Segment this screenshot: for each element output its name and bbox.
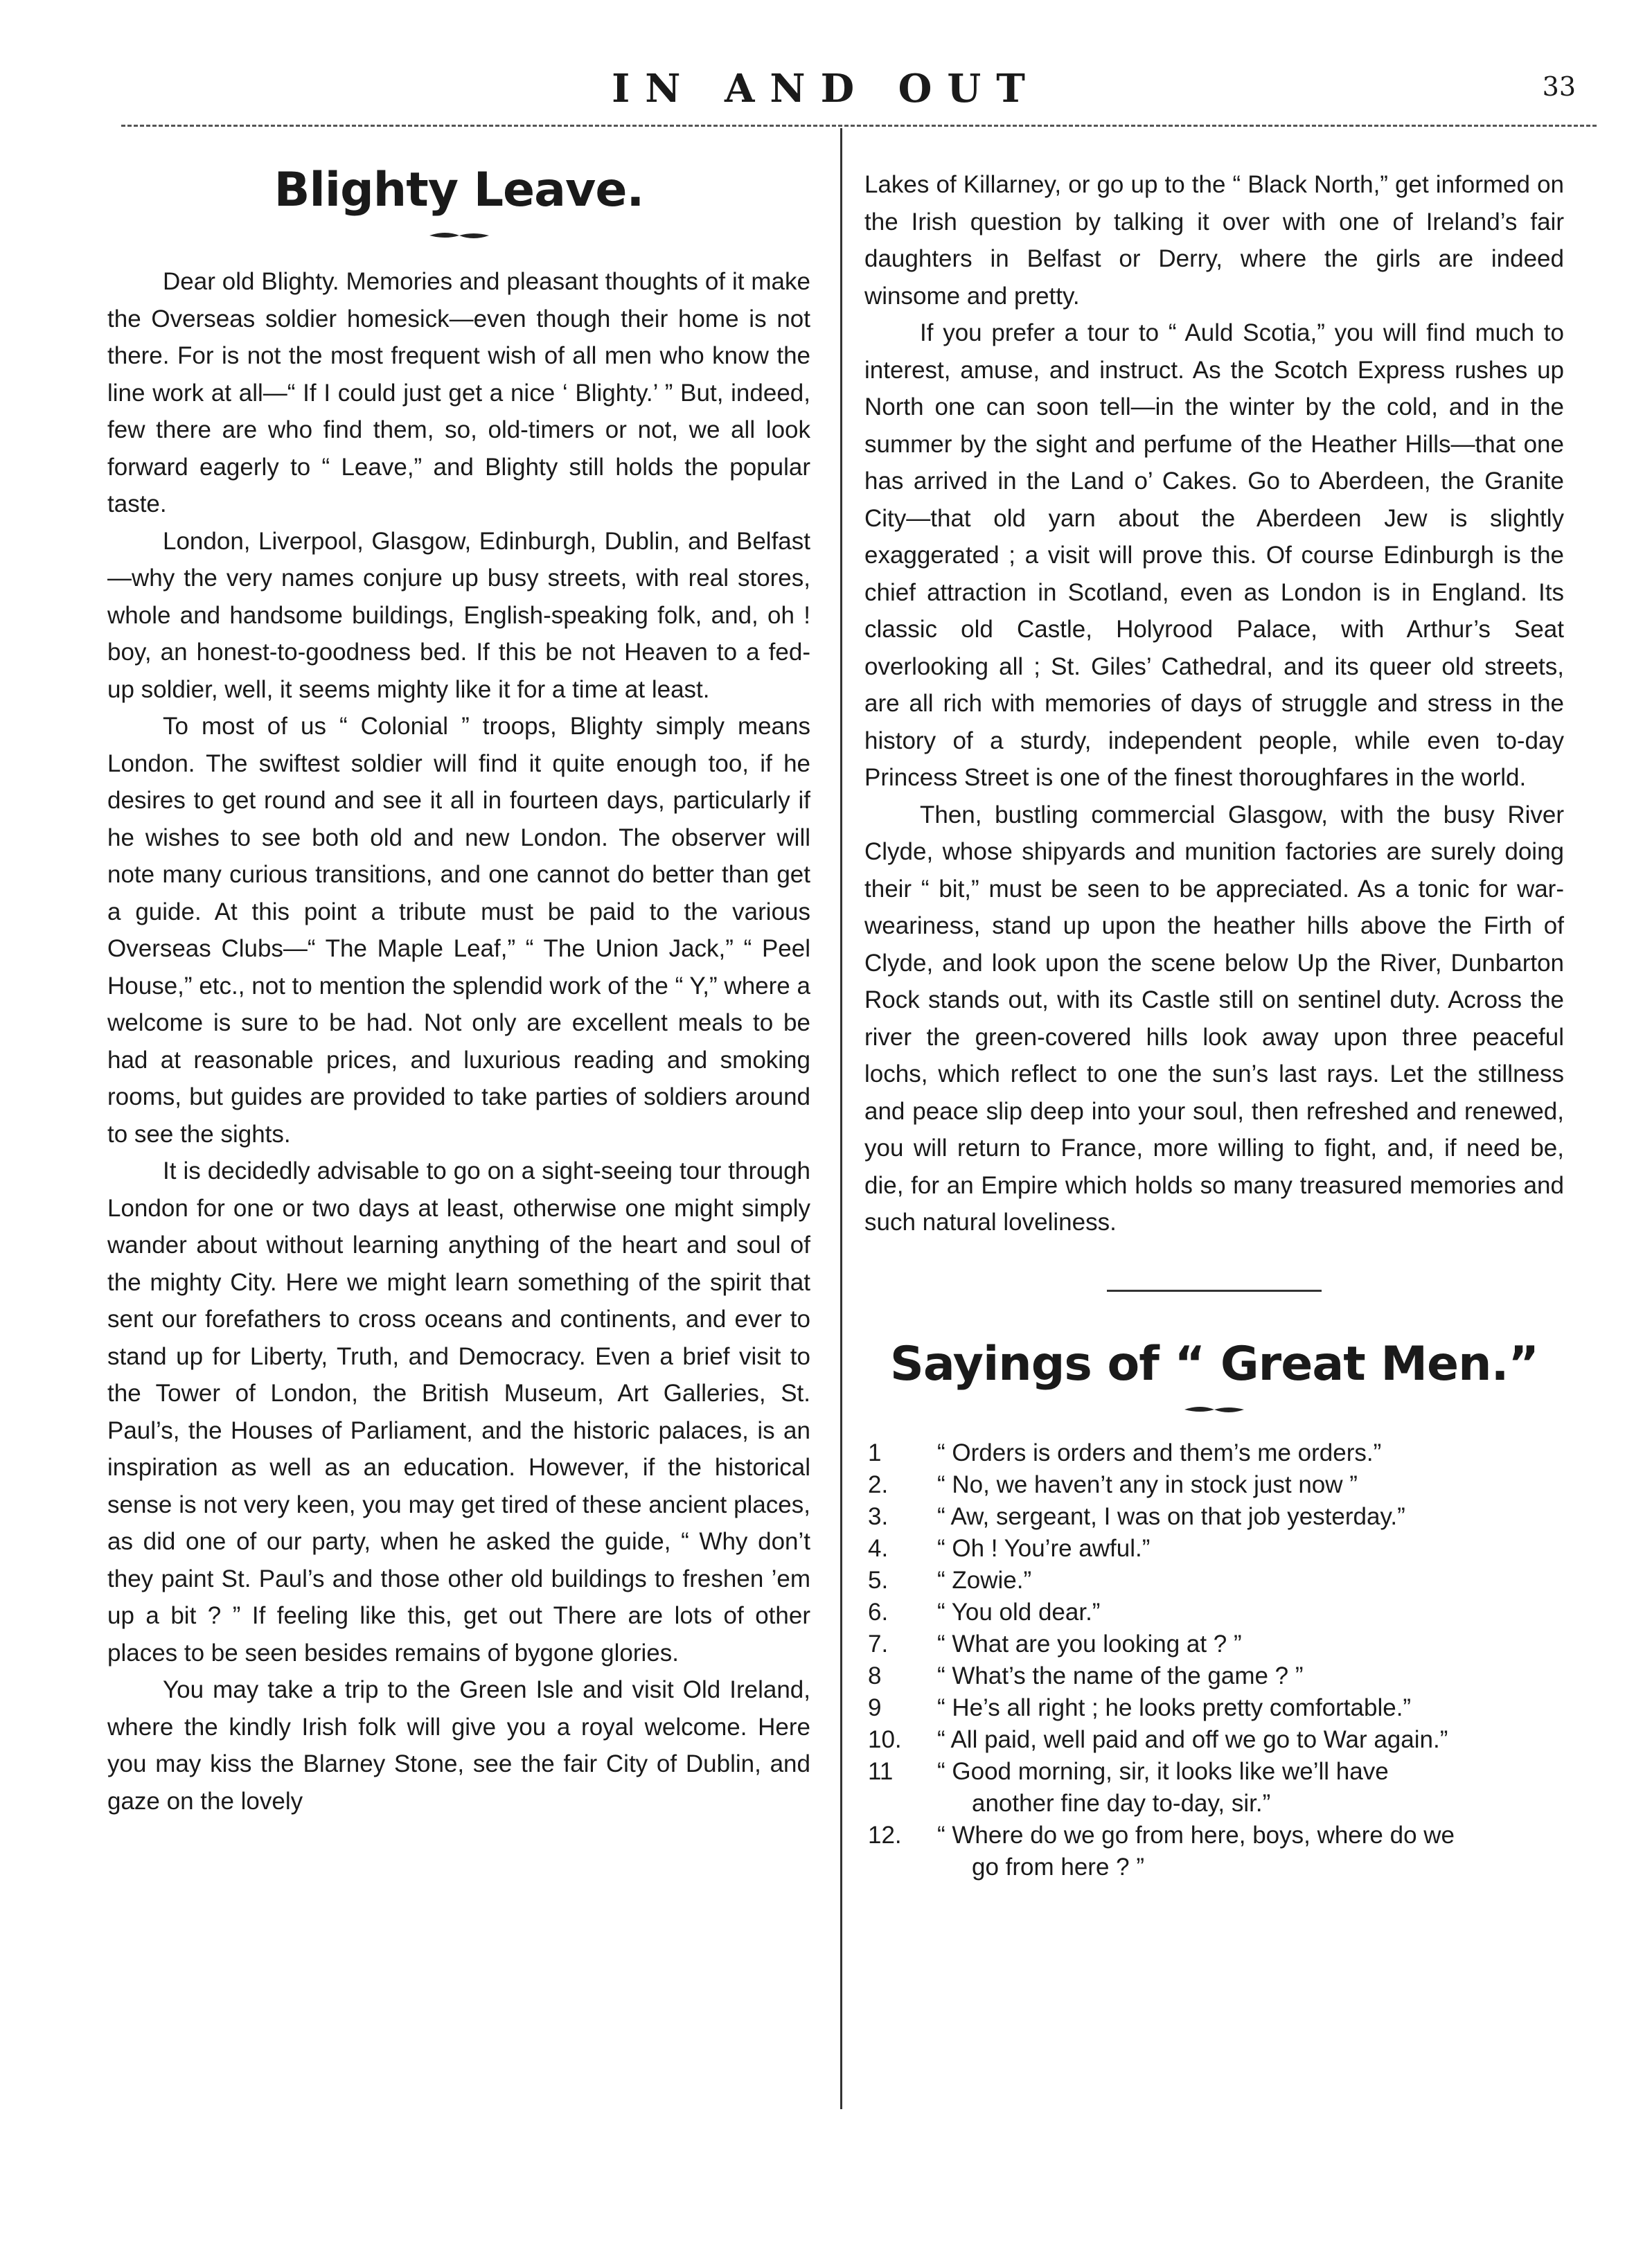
item-text: “ He’s all right ; he looks pretty comfortable.” (937, 1694, 1412, 1721)
list-item (864, 1692, 1564, 1724)
left-column (107, 159, 810, 1820)
list-item (864, 1628, 1564, 1660)
item-text: “ You old dear.” (937, 1598, 1101, 1626)
item-text: “ Where do we go from here, boys, where do we go from here ? ” (937, 1821, 1455, 1881)
item-text: “ Oh ! You’re awful.” (937, 1534, 1151, 1562)
item-text: “ Aw, sergeant, I was on that job yesterday.” (937, 1502, 1405, 1530)
article-body-continued (864, 166, 1564, 1241)
item-number: 10. (868, 1725, 902, 1753)
article-paragraph: If you prefer a tour to “ Auld Scotia,” you will find much to interest, amuse, and instruct. As the Scotch Express rushes up North one can soon tell—in the winter by the cold, and in the summer by the sight and perfume of the Heather Hills—that one has arrived in the Land o’ Cakes. Go to Aberdeen, the Granite City—that old yarn about the Aberdeen Jew is slightly exaggerated ; a visit will prove this. Of course Edinburgh is the chief attraction in Scotland, even as London is in England. Its classic old Castle, Holyrood Palace, with Arthur’s Seat overlooking all ; St. Giles’ Cathedral, and its queer old streets, are all rich with memories of days of struggle and stress in the history of a sturdy, independent people, while even to-day Princess Street is one of the finest thoroughfares in the world. (864, 319, 1564, 791)
list-item (864, 1469, 1564, 1501)
item-text: “ All paid, well paid and off we go to War again.” (937, 1725, 1448, 1753)
item-number: 5. (868, 1566, 889, 1594)
list-item (864, 1501, 1564, 1533)
item-text: “ Orders is orders and them’s me orders.” (937, 1439, 1382, 1466)
list-item (864, 1756, 1564, 1820)
list-item (864, 1437, 1564, 1469)
right-column (864, 166, 1564, 1883)
item-number: 8 (868, 1662, 882, 1689)
article-title: Blighty Leave. (274, 163, 644, 217)
article-paragraph: Then, bustling commercial Glasgow, with the busy River Clyde, whose shipyards and munition factories are surely doing their “ bit,” must be seen to be appreciated. As a tonic for war-weariness, stand up upon the heather hills above the Firth of Clyde, and look upon the scene below Up the River, Dunbarton Rock stands out, with its Castle still on sentinel duty. Across the river the green-covered hills look away upon three peaceful lochs, which reflect to one the sun’s last rays. Let the stillness and peace slip deep into your soul, then refreshed and renewed, you will return to France, more willing to fight, and, if need be, die, for an Empire which holds so many treasured memories and such natural loveliness. (864, 801, 1564, 1236)
list-item (864, 1565, 1564, 1597)
article-paragraph: London, Liverpool, Glasgow, Edinburgh, Dublin, and Belfast—why the very names conjure up busy streets, with real stores, whole and handsome buildings, English-speaking folk, and, oh ! boy, an honest-to-goodness bed. If this be not Heaven to a fed-up soldier, well, it seems mighty like it for a time at least. (107, 527, 810, 703)
item-text: “ Zowie.” (937, 1566, 1032, 1594)
list-item (864, 1597, 1564, 1628)
item-number: 11 (868, 1757, 894, 1785)
item-number: 2. (868, 1471, 889, 1498)
article-paragraph: Lakes of Killarney, or go up to the “ Black North,” get informed on the Irish question by talking it over with one of Ireland’s fair daughters in Belfast or Derry, where the girls are indeed winsome and pretty. (864, 171, 1564, 310)
list-item (864, 1533, 1564, 1565)
item-number: 12. (868, 1821, 902, 1849)
item-number: 1 (868, 1439, 882, 1466)
item-number: 6. (868, 1598, 889, 1626)
item-text: “ What are you looking at ? ” (937, 1630, 1242, 1658)
item-number: 4. (868, 1534, 889, 1562)
header-rule (121, 125, 1597, 127)
article-paragraph: To most of us “ Colonial ” troops, Blighty simply means London. The swiftest soldier will find it quite enough too, if he desires to get round and see it all in fourteen days, particularly if he wishes to see both old and new London. The observer will note many curious transitions, and one cannot do better than get a guide. At this point a tribute must be paid to the various Overseas Clubs—“ The Maple Leaf,” “ The Union Jack,” “ Peel House,” etc., not to mention the splendid work of the “ Y,” where a welcome is sure to be had. Not only are excellent meals to be had at reasonable prices, and luxurious reading and smoking rooms, but guides are provided to take parties of soldiers around to see the sights. (107, 713, 810, 1148)
item-number: 3. (868, 1502, 889, 1530)
item-number: 9 (868, 1694, 882, 1721)
article-body (107, 263, 810, 1820)
sayings-list (864, 1437, 1564, 1883)
section-divider (1107, 1290, 1322, 1292)
decorative-dash-ornament-icon (1183, 1403, 1245, 1416)
sayings-title: Sayings of “ Great Men.” (889, 1336, 1539, 1392)
article-paragraph: You may take a trip to the Green Isle and visit Old Ireland, where the kindly Irish folk will give you a royal welcome. Here you may kiss the Blarney Stone, see the fair City of Dublin, and gaze on the lovely (107, 1676, 810, 1815)
item-number: 7. (868, 1630, 889, 1658)
article-paragraph: It is decidedly advisable to go on a sight-seeing tour through London for one or two days at least, otherwise one might simply wander about without learning anything of the heart and soul of the mighty City. Here we might learn something of the spirit that sent our forefathers to cross oceans and continents, and ever to stand up for Liberty, Truth, and Democracy. Even a brief visit to the Tower of London, the British Museum, Art Galleries, St. Paul’s, the Houses of Parliament, and the historic palaces, is an inspiration as well as an education. However, if the historical sense is not very keen, you may get tired of these ancient places, as did one of our party, when he asked the guide, “ Why don’t they paint St. Paul’s and those other old buildings to freshen ’em up a bit ? ” If feeling like this, get out There are lots of other places to be seen besides remains of bygone glories. (107, 1157, 810, 1667)
item-text: “ What’s the name of the game ? ” (937, 1662, 1304, 1689)
running-title: IN AND OUT (612, 66, 1040, 112)
page-number: 33 (1542, 71, 1576, 102)
list-item (864, 1660, 1564, 1692)
column-divider (840, 128, 842, 2109)
list-item (864, 1724, 1564, 1756)
item-text: “ No, we haven’t any in stock just now ” (937, 1471, 1358, 1498)
article-paragraph: Dear old Blighty. Memories and pleasant thoughts of it make the Overseas soldier homesick—even though their home is not there. For is not the most frequent wish of all men who know the line work at all—“ If I could just get a nice ‘ Blighty.’ ” But, indeed, few there are who find them, so, old-timers or not, we all look forward eagerly to “ Leave,” and Blighty still holds the popular taste. (107, 268, 810, 517)
item-text: “ Good morning, sir, it looks like we’ll have another fine day to-day, sir.” (937, 1757, 1389, 1817)
list-item (864, 1820, 1564, 1883)
page-header (0, 66, 1652, 121)
decorative-dash-ornament-icon (428, 229, 490, 242)
